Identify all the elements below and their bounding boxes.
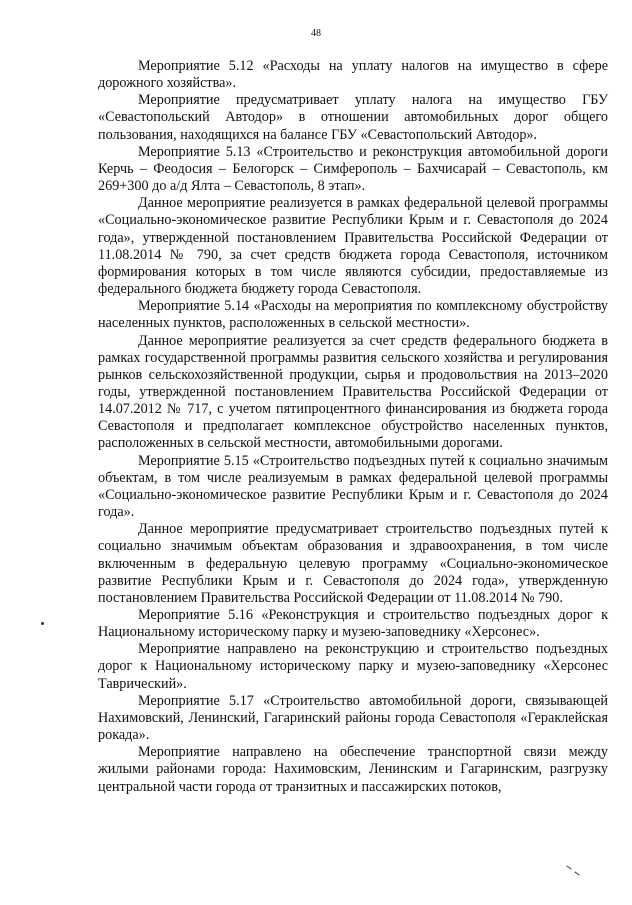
paragraph: Мероприятие 5.16 «Реконструкция и строительство подъездных дорог к Национальному историческому парку и музею-заповеднику «Херсонес». <box>98 607 608 641</box>
paragraph: Данное мероприятие предусматривает строительство подъездных путей к социально значимым объектам образования и здравоохранения, в том числе включенным в федеральную целевую программу «Социально-экономическое развитие Республики Крым и г. Севастополя до 2024 года», утвержденную постановлением Правительства Российской Федерации от 11.08.2014 № 790. <box>98 521 608 606</box>
paragraph: Данное мероприятие реализуется за счет средств федерального бюджета в рамках государственной программы развития сельского хозяйства и регулирования рынков сельскохозяйственной продукции, сырья и продовольствия на 2013–2020 годы, утвержденной постановлением Правительства Российской Федерации от 14.07.2012 № 717, с учетом пятипроцентного финансирования из бюджета города Севастополя и предполагает комплексное обустройство населенных пунктов, расположенных в сельской местности, автомобильными дорогами. <box>98 332 608 452</box>
paragraph: Мероприятие 5.14 «Расходы на мероприятия по комплексному обустройству населенных пунктов, расположенных в сельской местности». <box>98 298 608 332</box>
paragraph: Мероприятие 5.17 «Строительство автомобильной дороги, связывающей Нахимовский, Ленинский, Гагаринский районы города Севастополя «Гераклейская рокада». <box>98 692 608 744</box>
scan-artifact-dot <box>41 622 44 625</box>
scan-artifact-mark <box>574 871 580 875</box>
paragraph: Мероприятие направлено на обеспечение транспортной связи между жилыми районами города: Нахимовским, Ленинским и Гагаринским, разгрузку центральной части города от транзитных и пассажирских потоков, <box>98 744 608 795</box>
page-number: 48 <box>311 28 321 39</box>
paragraph: Мероприятие предусматривает уплату налога на имущество ГБУ «Севастопольский Автодор» в отношении автомобильных дорог общего пользования, находящихся на балансе ГБУ «Севастопольский Автодор». <box>98 92 608 143</box>
paragraph: Мероприятие 5.15 «Строительство подъездных путей к социально значимым объектам, в том числе реализуемым в рамках федеральной целевой программы «Социально-экономическое развитие Республики Крым и г. Севастополя до 2024 года». <box>98 452 608 521</box>
paragraph: Мероприятие 5.12 «Расходы на уплату налогов на имущество в сфере дорожного хозяйства». <box>98 58 608 92</box>
document-body <box>98 58 608 796</box>
paragraph: Мероприятие направлено на реконструкцию и строительство подъездных дорог к Национальному историческому парку и музею-заповеднику «Херсонес Таврический». <box>98 641 608 692</box>
scan-artifact-mark <box>566 865 572 869</box>
paragraph: Мероприятие 5.13 «Строительство и реконструкция автомобильной дороги Керчь – Феодосия – Белогорск – Симферополь – Бахчисарай – Севастополь, км 269+300 до а/д Ялта – Севастополь, 8 этап». <box>98 143 608 195</box>
paragraph: Данное мероприятие реализуется в рамках федеральной целевой программы «Социально-экономическое развитие Республики Крым и г. Севастополя до 2024 года», утвержденной постановлением Правительства Российской Федерации от 11.08.2014 № 790, за счет средств бюджета города Севастополя, источником формирования которых в том числе являются субсидии, предоставляемые из федерального бюджета бюджету города Севастополя. <box>98 195 608 298</box>
